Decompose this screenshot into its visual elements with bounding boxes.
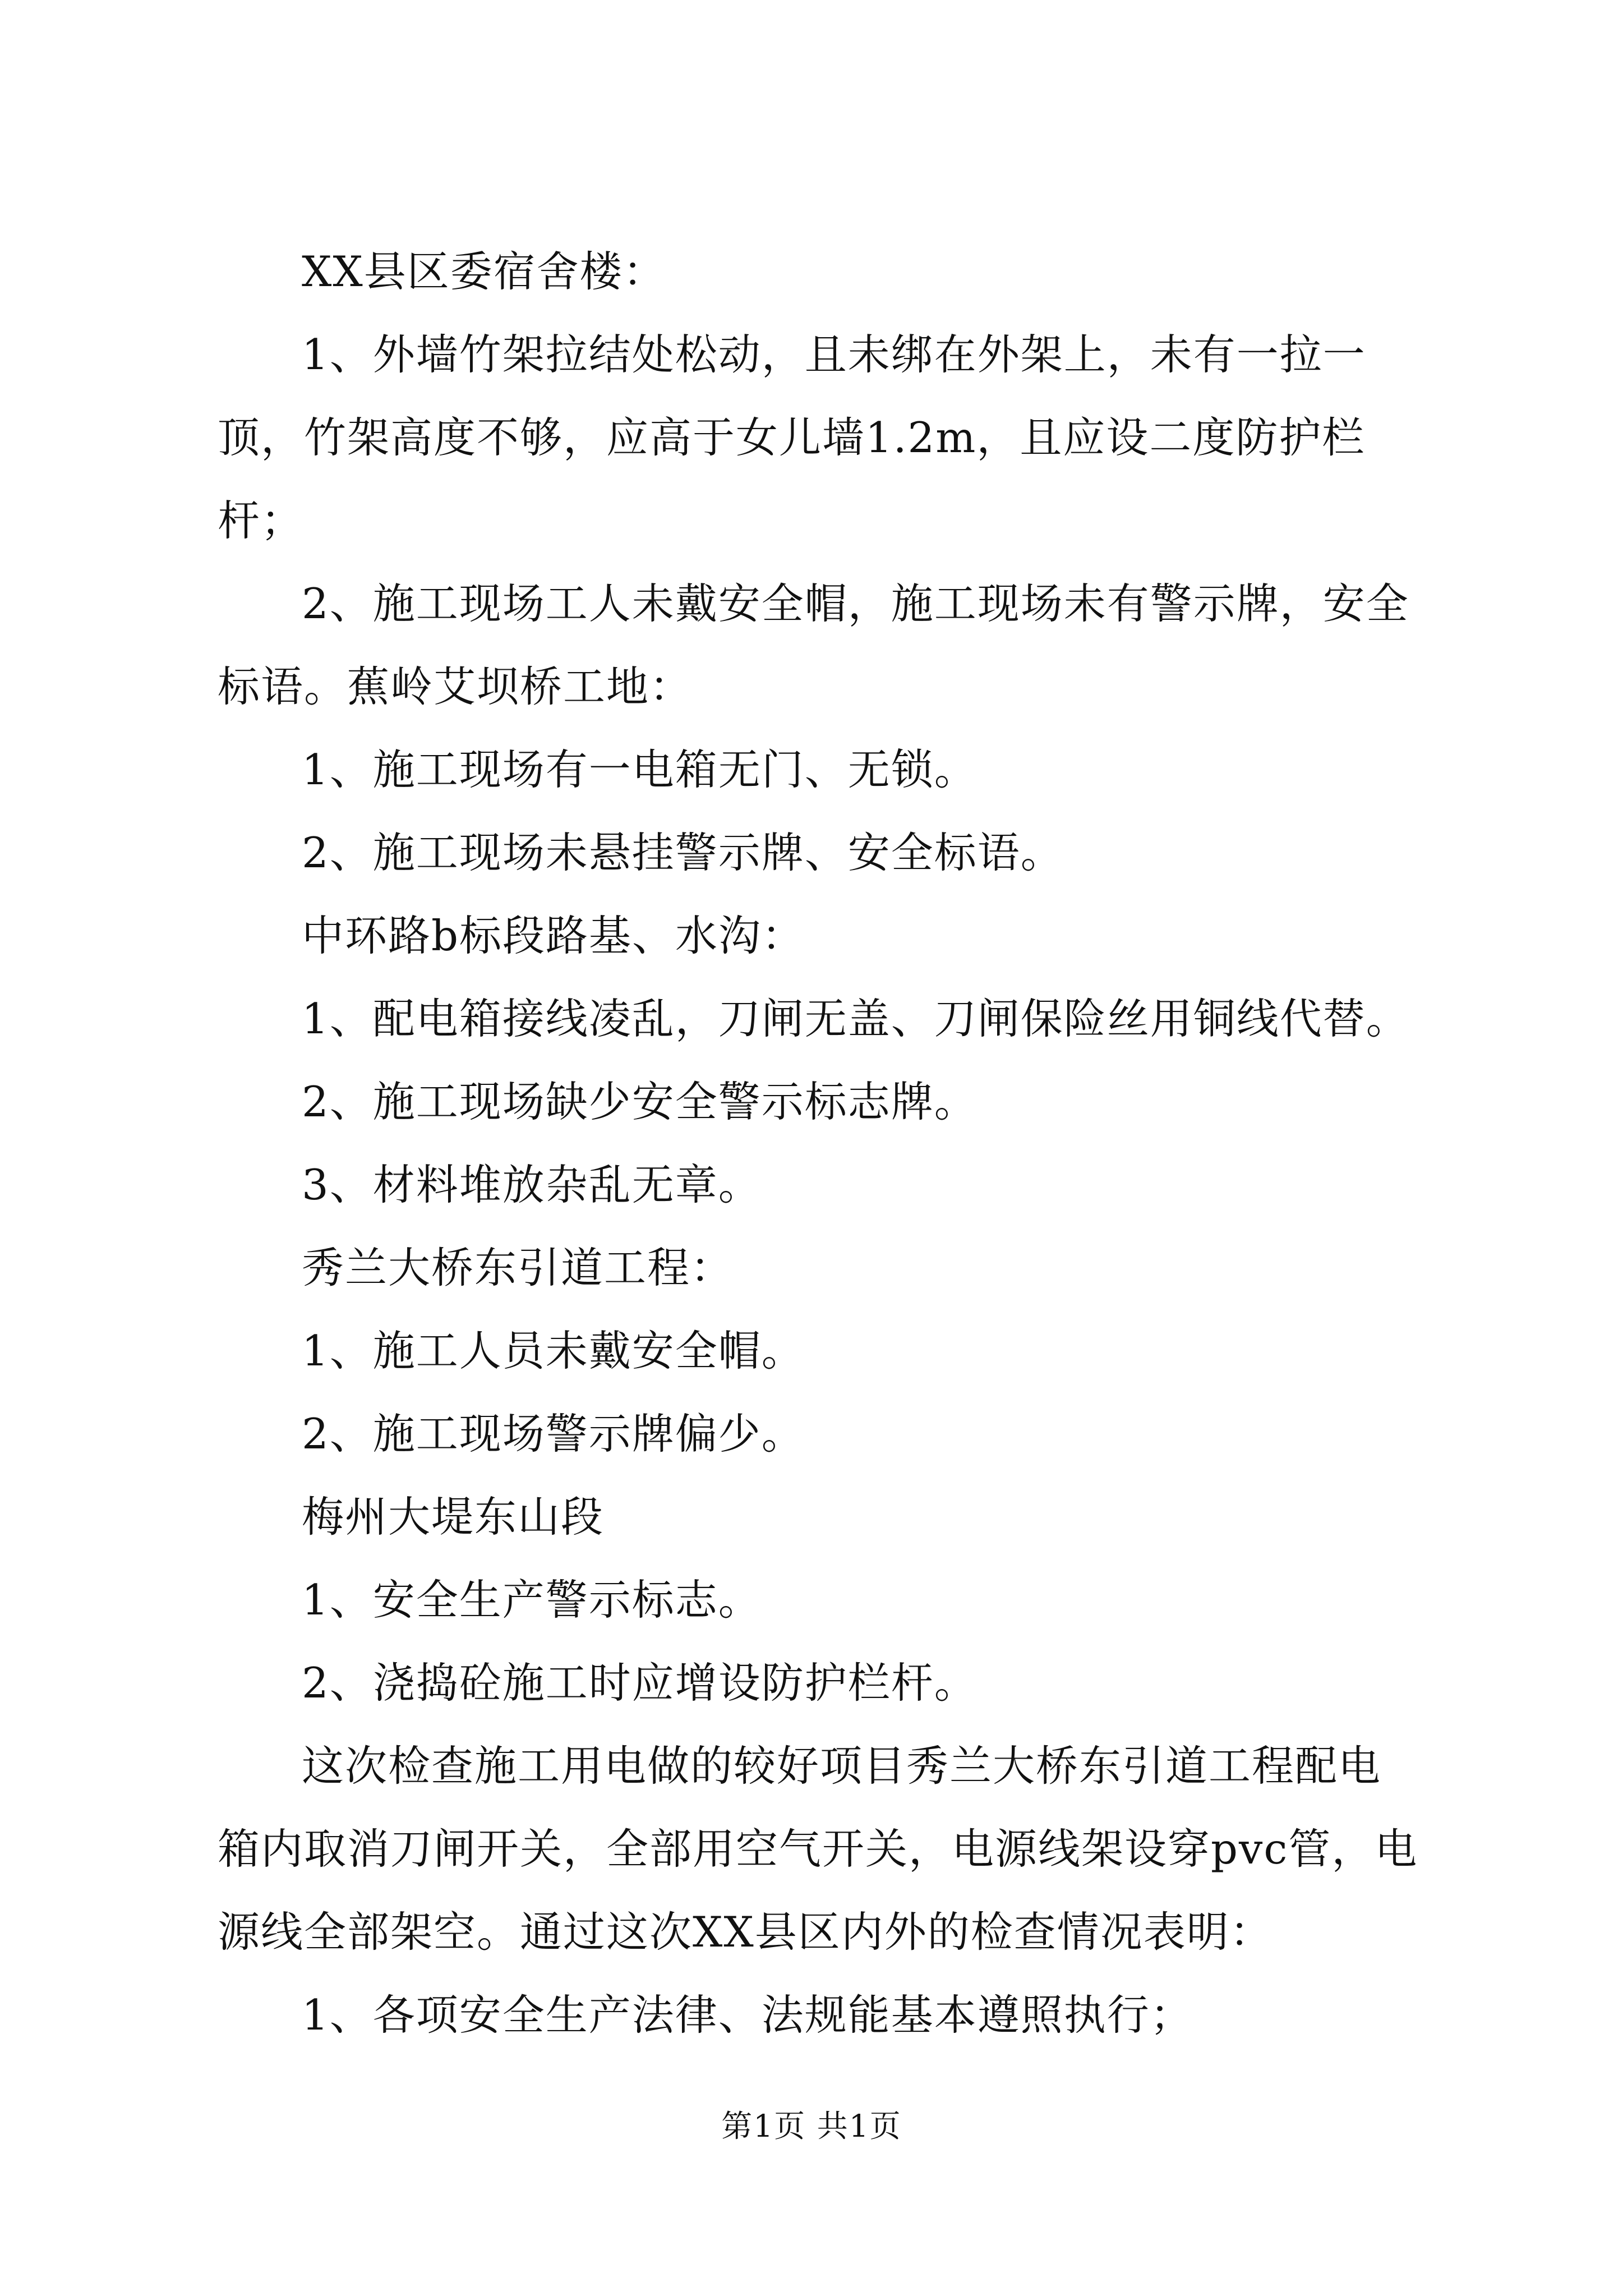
paragraph: 3、材料堆放杂乱无章。 (302, 1160, 762, 1209)
paragraph: 2、施工现场工人未戴安全帽，施工现场未有警示牌，安全标语。蕉岭艾坝桥工地： (218, 579, 1409, 711)
paragraph: 秀兰大桥东引道工程： (302, 1243, 734, 1292)
paragraph: 1、施工人员未戴安全帽。 (302, 1326, 805, 1375)
document-body (218, 230, 1423, 2056)
paragraph: 1、安全生产警示标志。 (302, 1575, 762, 1625)
paragraph: XX县区委宿舍楼： (302, 247, 666, 296)
paragraph: 2、施工现场警示牌偏少。 (302, 1409, 805, 1458)
paragraph: 1、配电箱接线凌乱，刀闸无盖、刀闸保险丝用铜线代替。 (302, 994, 1409, 1043)
paragraph: 中环路b标段路基、水沟： (302, 911, 805, 960)
paragraph: 梅州大堤东山段 (302, 1492, 605, 1542)
paragraph: 2、施工现场未悬挂警示牌、安全标语。 (302, 828, 1064, 877)
paragraph: 1、外墙竹架拉结处松动，且未绑在外架上，未有一拉一顶，竹架高度不够，应高于女儿墙1.2m，且应设二度防护栏杆； (218, 330, 1366, 545)
paragraph: 1、施工现场有一电箱无门、无锁。 (302, 745, 978, 794)
paragraph: 1、各项安全生产法律、法规能基本遵照执行； (302, 1990, 1193, 2040)
paragraph: 2、浇捣砼施工时应增设防护栏杆。 (302, 1658, 978, 1708)
page-footer: 第1页 共1页 (721, 2108, 902, 2144)
paragraph: 这次检查施工用电做的较好项目秀兰大桥东引道工程配电箱内取消刀闸开关，全部用空气开关，电源线架设穿pvc管，电源线全部架空。通过这次XX县区内外的检查情况表明： (218, 1741, 1418, 1957)
paragraph: 2、施工现场缺少安全警示标志牌。 (302, 1077, 978, 1126)
